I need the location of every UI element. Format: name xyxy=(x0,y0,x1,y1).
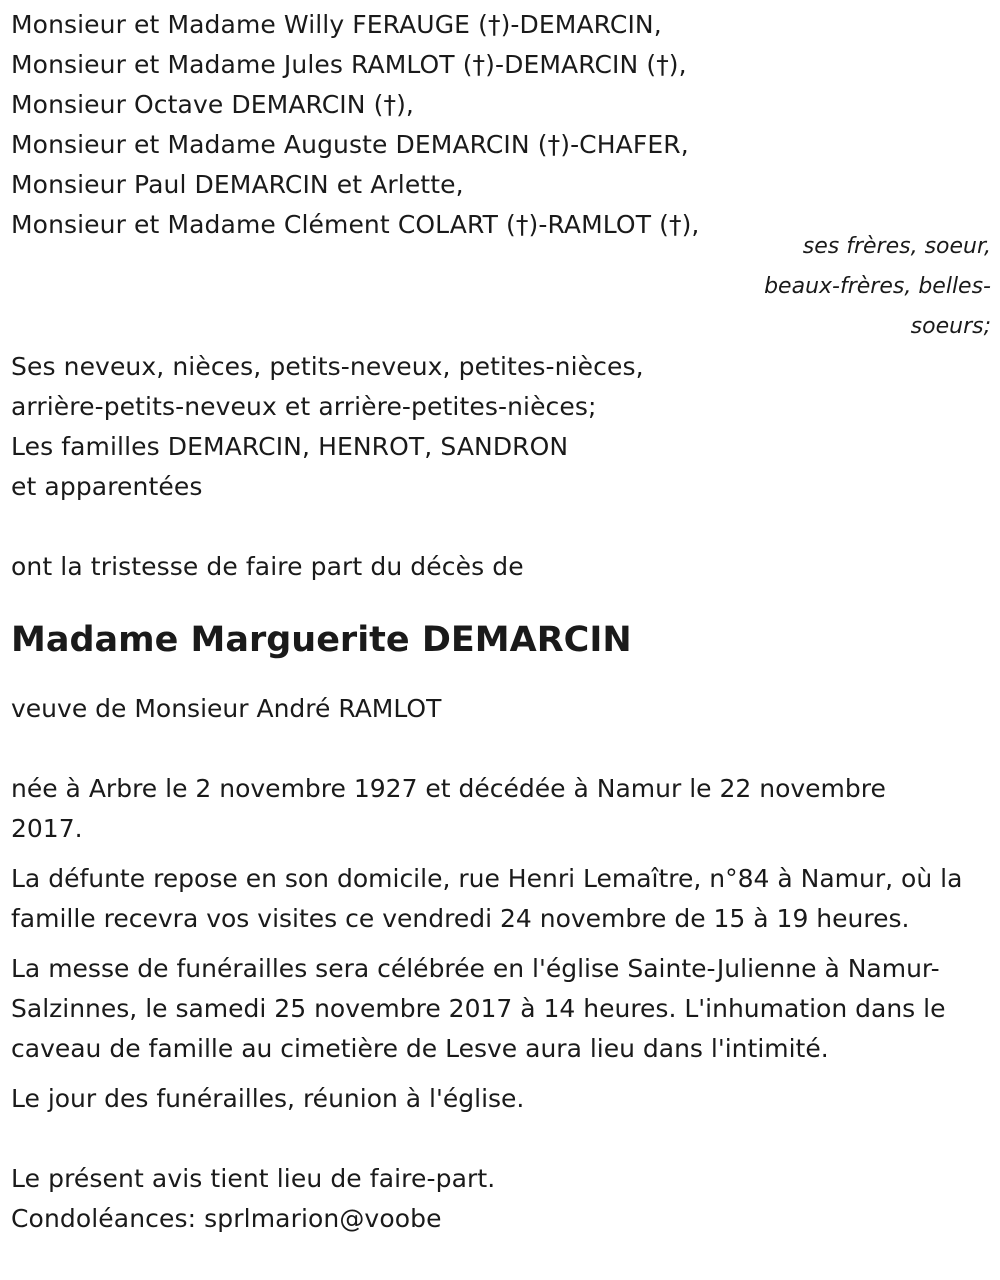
condolences-text: Condoléances: sprlmarion@voobe xyxy=(11,1204,442,1233)
family-line: Monsieur et Madame Willy FERAUGE (†)-DEMARCIN, xyxy=(11,10,662,39)
announcement-text: ont la tristesse de faire part du décès de xyxy=(11,552,524,581)
family-line: Monsieur et Madame Auguste DEMARCIN (†)-CHAFER, xyxy=(11,130,689,159)
obituary-document xyxy=(11,5,991,1239)
deceased-name: Madame Marguerite DEMARCIN xyxy=(11,620,632,660)
family-line: Monsieur Paul DEMARCIN et Arlette, xyxy=(11,170,464,199)
relation-line: ses frères, soeur, xyxy=(802,234,991,259)
rest-info-text: La défunte repose en son domicile, rue Henri Lemaître, n°84 à Namur, où la famille recevra vos visites ce vendredi 24 novembre de 15 à 19 heures. xyxy=(11,864,963,933)
extended-family-line: Ses neveux, nièces, petits-neveux, petites-nièces, xyxy=(11,352,644,381)
extended-family-list xyxy=(11,347,991,507)
relation-signature xyxy=(11,227,991,347)
relation-line: soeurs; xyxy=(910,314,991,339)
family-line: Monsieur et Madame Jules RAMLOT (†)-DEMARCIN (†), xyxy=(11,50,687,79)
widow-of-text: veuve de Monsieur André RAMLOT xyxy=(11,694,442,723)
extended-family-line: arrière-petits-neveux et arrière-petites-nièces; xyxy=(11,392,597,421)
family-line: Monsieur et Madame Clément COLART (†)-RAMLOT (†), xyxy=(11,210,700,239)
family-line: Monsieur Octave DEMARCIN (†), xyxy=(11,90,414,119)
extended-family-line: Les familles DEMARCIN, HENROT, SANDRON xyxy=(11,432,569,461)
birth-death-text: née à Arbre le 2 novembre 1927 et décédée à Namur le 22 novembre 2017. xyxy=(11,774,886,843)
relation-line: beaux-frères, belles- xyxy=(764,274,991,299)
reunion-info-text: Le jour des funérailles, réunion à l'église. xyxy=(11,1084,525,1113)
notice-text: Le présent avis tient lieu de faire-part. xyxy=(11,1164,496,1193)
extended-family-line: et apparentées xyxy=(11,472,203,501)
family-list xyxy=(11,5,991,245)
funeral-info-text: La messe de funérailles sera célébrée en l'église Sainte-Julienne à Namur-Salzinnes, le samedi 25 novembre 2017 à 14 heures. L'inhumation dans le caveau de famille au cimetière de Lesve aura lieu dans l'intimité. xyxy=(11,954,946,1063)
